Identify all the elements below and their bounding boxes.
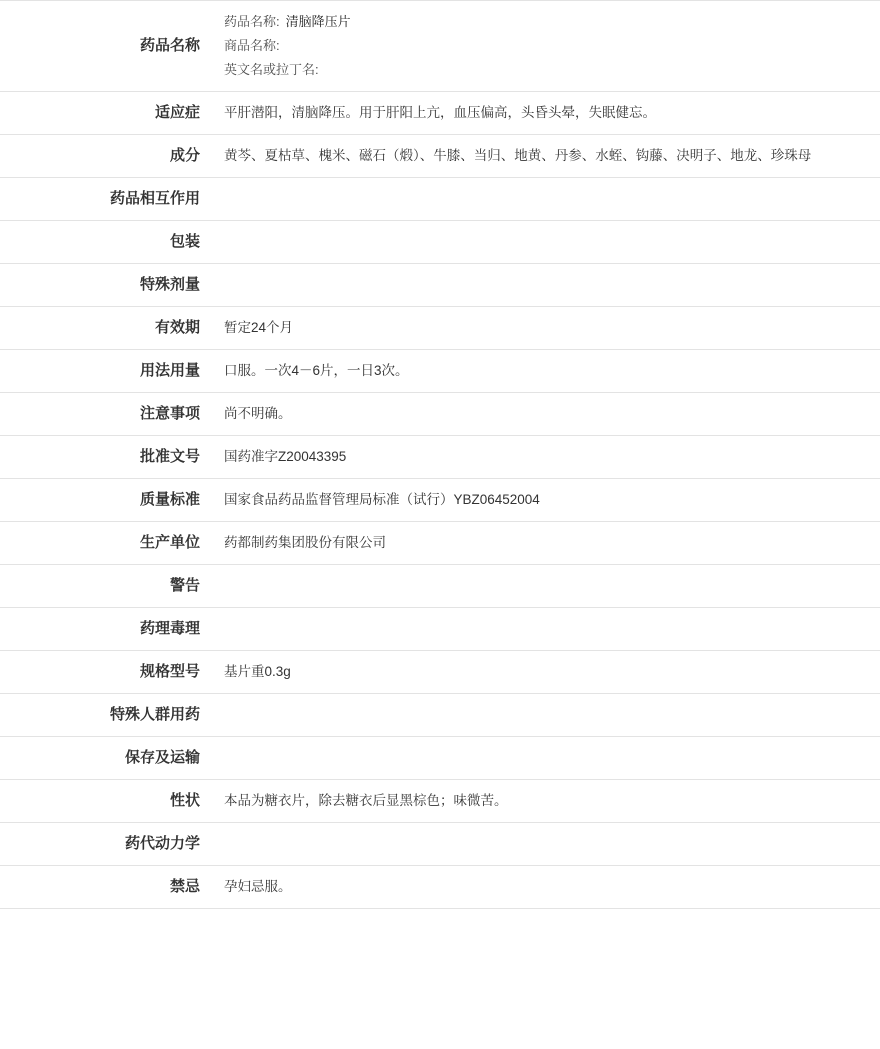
subfield-value-trade-name bbox=[280, 38, 286, 53]
table-row-precautions bbox=[0, 393, 880, 436]
row-value-quality-standard: 国家食品药品监督管理局标准（试行）YBZ06452004 bbox=[224, 492, 540, 508]
row-value-appearance: 本品为糖衣片，除去糖衣后显黑棕色；味微苦。 bbox=[224, 793, 508, 809]
row-value-specification: 基片重0.3g bbox=[224, 664, 291, 680]
table-row-contraindications bbox=[0, 866, 880, 909]
row-value-indications: 平肝潜阳，清脑降压。用于肝阳上亢，血压偏高，头昏头晕，失眠健忘。 bbox=[224, 105, 656, 121]
row-value-warning bbox=[212, 565, 880, 608]
row-value-dosage: 口服。一次4－6片，一日3次。 bbox=[224, 363, 409, 379]
table-row-indications bbox=[0, 92, 880, 135]
row-value-special-population bbox=[212, 694, 880, 737]
table-row-special-dosage bbox=[0, 264, 880, 307]
row-label-special-population: 特殊人群用药 bbox=[109, 706, 200, 724]
row-label-storage-transport: 保存及运输 bbox=[124, 749, 200, 767]
subfield-trade-name bbox=[224, 34, 866, 58]
row-value-precautions: 尚不明确。 bbox=[224, 406, 292, 422]
table-row-interactions bbox=[0, 178, 880, 221]
row-value-pharmacokinetics bbox=[212, 823, 880, 866]
subfield-value-drug-name: 清脑降压片 bbox=[285, 14, 351, 29]
subfield-label-drug-name: 药品名称: bbox=[224, 14, 280, 29]
table-row-quality-standard bbox=[0, 479, 880, 522]
row-label-precautions: 注意事项 bbox=[139, 405, 200, 423]
table-row-shelf-life bbox=[0, 307, 880, 350]
table-row-packaging bbox=[0, 221, 880, 264]
row-value-pharmacology bbox=[212, 608, 880, 651]
table-row-warning bbox=[0, 565, 880, 608]
table-row-manufacturer bbox=[0, 522, 880, 565]
subfield-value-latin-name bbox=[319, 62, 325, 77]
row-value-interactions bbox=[212, 178, 880, 221]
table-row-appearance bbox=[0, 780, 880, 823]
table-row-storage-transport bbox=[0, 737, 880, 780]
row-label-manufacturer: 生产单位 bbox=[139, 534, 200, 552]
subfield-label-latin-name: 英文名或拉丁名: bbox=[224, 62, 319, 78]
table-row-dosage bbox=[0, 350, 880, 393]
subfield-latin-name bbox=[224, 58, 866, 82]
row-label-appearance: 性状 bbox=[169, 792, 200, 810]
table-row-pharmacology bbox=[0, 608, 880, 651]
row-value-shelf-life: 暂定24个月 bbox=[224, 320, 294, 336]
table-row-ingredients bbox=[0, 135, 880, 178]
table-row-specification bbox=[0, 651, 880, 694]
table-row-drug-name bbox=[0, 1, 880, 92]
row-label-special-dosage: 特殊剂量 bbox=[139, 276, 200, 294]
subfield-label-trade-name: 商品名称: bbox=[224, 38, 280, 54]
row-label-approval-number: 批准文号 bbox=[139, 448, 200, 466]
row-label-warning: 警告 bbox=[169, 577, 200, 595]
row-label-shelf-life: 有效期 bbox=[154, 319, 200, 337]
row-label-pharmacology: 药理毒理 bbox=[139, 620, 200, 638]
row-value-storage-transport bbox=[212, 737, 880, 780]
row-label-dosage: 用法用量 bbox=[139, 362, 200, 380]
row-label-drug-name: 药品名称 bbox=[139, 37, 200, 55]
row-value-contraindications: 孕妇忌服。 bbox=[224, 879, 292, 895]
row-label-quality-standard: 质量标准 bbox=[139, 491, 200, 509]
drug-name-subfields bbox=[224, 10, 866, 82]
row-value-approval-number: 国药准字Z20043395 bbox=[224, 449, 347, 465]
table-row-approval-number bbox=[0, 436, 880, 479]
row-label-indications: 适应症 bbox=[154, 104, 200, 122]
row-label-ingredients: 成分 bbox=[169, 147, 200, 165]
row-label-interactions: 药品相互作用 bbox=[109, 190, 200, 208]
row-value-ingredients: 黄芩、夏枯草、槐米、磁石（煅）、牛膝、当归、地黄、丹参、水蛭、钩藤、决明子、地龙、珍珠母 bbox=[224, 148, 812, 164]
row-label-pharmacokinetics: 药代动力学 bbox=[124, 835, 200, 853]
table-row-pharmacokinetics bbox=[0, 823, 880, 866]
row-value-special-dosage bbox=[212, 264, 880, 307]
row-value-packaging bbox=[212, 221, 880, 264]
table-row-special-population bbox=[0, 694, 880, 737]
row-value-drug-name bbox=[212, 1, 880, 92]
row-label-contraindications: 禁忌 bbox=[169, 878, 200, 896]
subfield-drug-name bbox=[224, 10, 866, 34]
row-value-manufacturer: 药都制药集团股份有限公司 bbox=[224, 535, 386, 551]
page-bottom-spacer bbox=[0, 909, 880, 1049]
row-label-packaging: 包装 bbox=[169, 233, 200, 251]
drug-info-table-body bbox=[0, 1, 880, 909]
row-label-specification: 规格型号 bbox=[139, 663, 200, 681]
